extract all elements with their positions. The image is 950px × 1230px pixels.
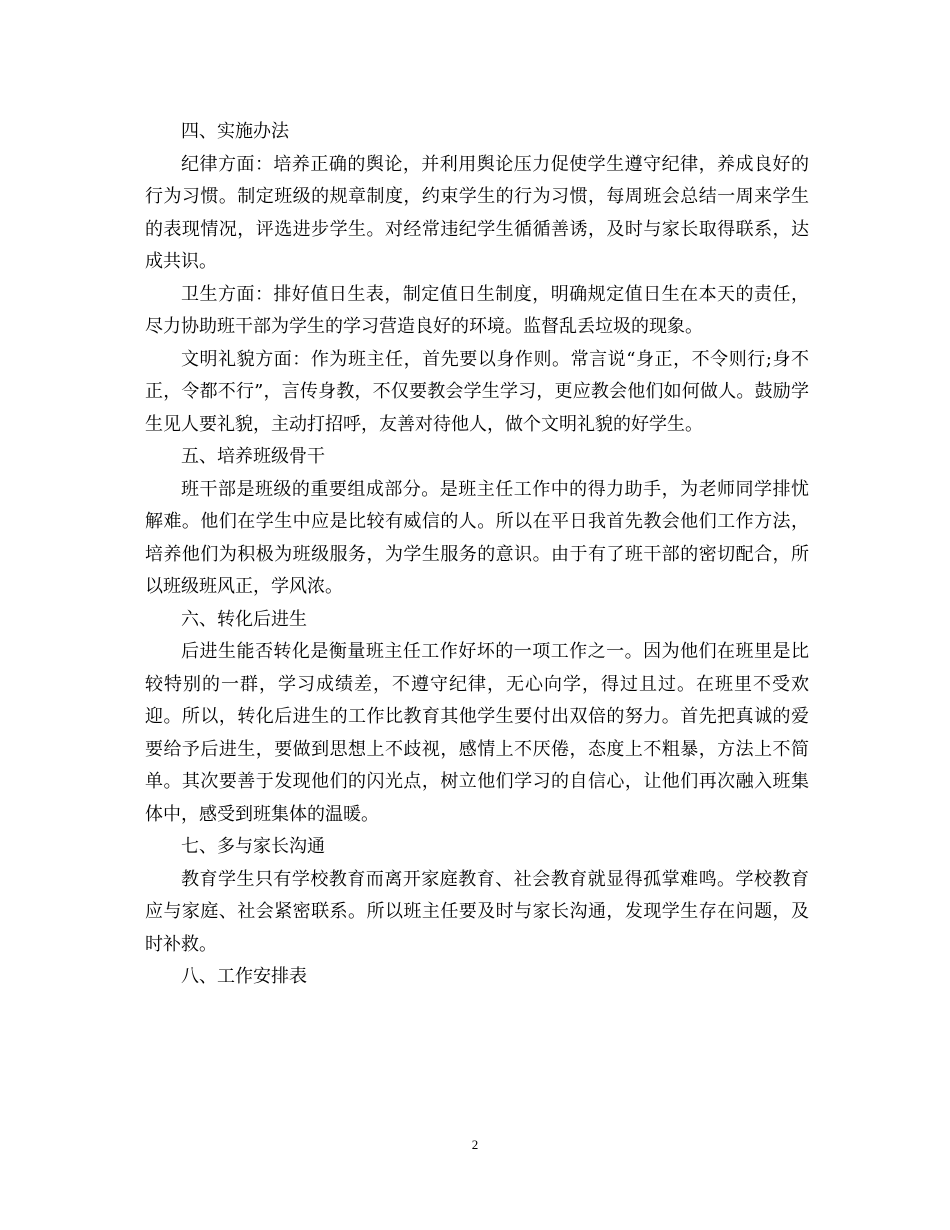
document-body <box>145 116 809 994</box>
section-heading: 四、实施办法 <box>181 121 289 142</box>
body-paragraph: 教育学生只有学校教育而离开家庭教育、社会教育就显得孤掌难鸣。学校教育应与家庭、社会紧密联系。所以班主任要及时与家长沟通，发现学生存在问题，及时补救。 <box>145 868 809 955</box>
body-paragraph: 班干部是班级的重要组成部分。是班主任工作中的得力助手，为老师同学排忧解难。他们在学生中应是比较有威信的人。所以在平日我首先教会他们工作方法，培养他们为积极为班级服务，为学生服务的意识。由于有了班干部的密切配合，所以班级班风正，学风浓。 <box>145 478 809 597</box>
section-heading: 八、工作安排表 <box>181 966 307 987</box>
section-heading: 七、多与家长沟通 <box>181 836 325 857</box>
body-paragraph: 后进生能否转化是衡量班主任工作好坏的一项工作之一。因为他们在班里是比较特别的一群，学习成绩差，不遵守纪律，无心向学，得过且过。在班里不受欢迎。所以，转化后进生的工作比教育其他学生要付出双倍的努力。首先把真诚的爱要给予后进生，要做到思想上不歧视，感情上不厌倦，态度上不粗暴，方法上不简单。其次要善于发现他们的闪光点，树立他们学习的自信心，让他们再次融入班集体中，感受到班集体的温暖。 <box>145 641 809 825</box>
body-paragraph: 纪律方面：培养正确的舆论，并利用舆论压力促使学生遵守纪律，养成良好的行为习惯。制定班级的规章制度，约束学生的行为习惯，每周班会总结一周来学生的表现情况，评选进步学生。对经常违纪学生循循善诱，及时与家长取得联系，达成共识。 <box>145 153 809 272</box>
body-paragraph: 文明礼貌方面：作为班主任，首先要以身作则。常言说“身正，不令则行;身不正，令都不行”，言传身教，不仅要教会学生学习，更应教会他们如何做人。鼓励学生见人要礼貌，主动打招呼，友善对待他人，做个文明礼貌的好学生。 <box>145 348 809 435</box>
section-heading: 五、培养班级骨干 <box>181 446 325 467</box>
section-heading: 六、转化后进生 <box>181 608 307 630</box>
body-paragraph: 卫生方面：排好值日生表，制定值日生制度，明确规定值日生在本天的责任，尽力协助班干部为学生的学习营造良好的环境。监督乱丢垃圾的现象。 <box>145 283 809 337</box>
page-number: 2 <box>471 1137 479 1152</box>
